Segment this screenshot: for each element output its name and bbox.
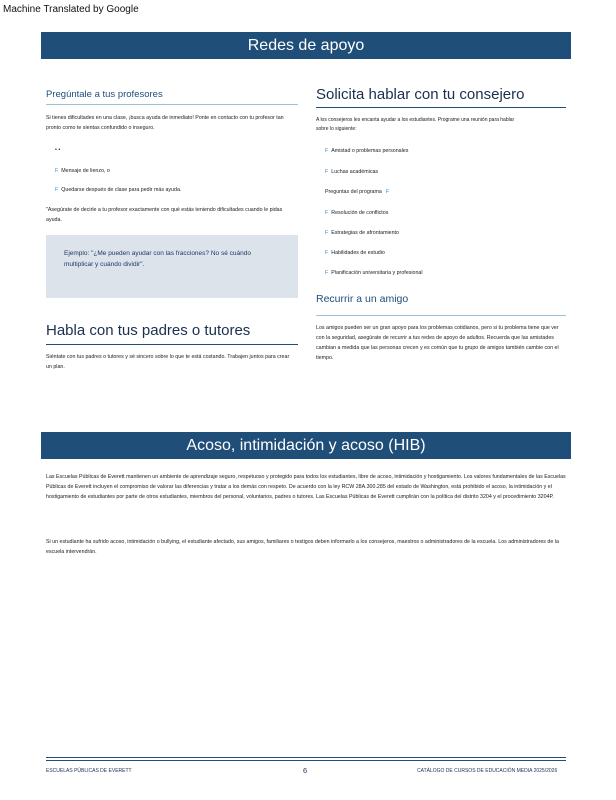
list-item: F Luchas académicas <box>325 169 379 175</box>
list-item: F Estrategias de afrontamiento <box>325 230 399 236</box>
section-title-hib: Acoso, intimidación y acoso (HIB) <box>41 432 571 459</box>
professors-intro: Si tienes dificultades en una clase, ¡busca ayuda de inmediato! Ponte en contacto con tu profesor tan pronto como te sientas confundido o inseguro. <box>46 115 284 131</box>
section-title-support-networks: Redes de apoyo <box>41 32 571 59</box>
example-callout <box>46 235 298 298</box>
bullet-icon: F <box>55 168 59 174</box>
divider <box>46 104 298 105</box>
bullet-icon: F <box>385 189 390 195</box>
list-item: F Resolución de conflictos <box>325 210 389 216</box>
friend-text: Los amigos pueden ser un gran apoyo para los problemas cotidianos, pero si tu problema tiene que ver con la seguridad, asegúrate de recurrir a tus redes de apoyo de adultos. Recuerda que las amistades cambian a medida que las personas crecen y es común que tu grupo de amigos también cambie con el tiempo. <box>316 325 559 361</box>
parents-text: Siéntate con tus padres o tutores y sé sincero sobre lo que te está costando. Trabajen juntos para crear un plan. <box>46 354 290 370</box>
divider <box>316 107 566 108</box>
footer-rule <box>46 757 566 758</box>
list-item: F Planificación universitaria y profesional <box>325 270 423 276</box>
bullet-icon: F <box>55 187 59 193</box>
hib-paragraph-2: Si un estudiante ha sufrido acoso, intimidación o bullying, el estudiante afectado, sus amigos, familiares o testigos deben informarlo a los consejeros, maestros o administradores de la escuela. Los administradores de la escuela intervendrán. <box>46 539 559 555</box>
bullet-icon: F <box>325 230 329 236</box>
bullet-icon: F <box>325 210 329 216</box>
list-item: Preguntas del programa F <box>325 189 390 195</box>
bullet-icon: F <box>325 148 329 154</box>
heading-parents: Habla con tus padres o tutores <box>46 322 251 339</box>
example-text: Ejemplo: "¿Me pueden ayudar con las fracciones? No sé cuándo multiplicar y cuándo dividir". <box>64 250 251 268</box>
divider <box>46 344 298 345</box>
page-number: 6 <box>303 766 308 775</box>
counselor-intro: A los consejeros les encanta ayudar a los estudiantes. Programe una reunión para hablar sobre lo siguiente: <box>316 117 515 132</box>
professors-advice: "Asegúrate de decirle a tu profesor exactamente con qué estás teniendo dificultades cuando le pidas ayuda. <box>46 207 283 223</box>
bullet-marks: • • <box>55 147 61 153</box>
hib-paragraph-1: Las Escuelas Públicas de Everett mantienen un ambiente de aprendizaje seguro, respetuoso y protegido para todos los estudiantes, libre de acoso, intimidación y hostigamiento. Los valores fundamentales de las Escuelas Públicas de Everett incluyen el compromiso de valorar las diferencias y tratar a los demás con respeto. De acuerdo con la ley RCW 28A.300.285 del estado de Washington, está prohibido el acoso, la intimidación y el hostigamiento de estudiantes por parte de otros estudiantes, miembros del personal, voluntarios, padres o tutores. Las Escuelas Públicas de Everett cumplirán con la política del distrito 3204 y el procedimiento 3204P. <box>46 474 566 500</box>
list-item: F Mensaje de lienzo, o <box>55 168 110 174</box>
list-item: F Amistad o problemas personales <box>325 148 409 154</box>
machine-translated-note: Machine Translated by Google <box>3 4 139 15</box>
footer-left: ESCUELAS PÚBLICAS DE EVERETT <box>46 768 132 774</box>
bullet-icon: F <box>325 169 329 175</box>
list-item: F Habilidades de estudio <box>325 250 385 256</box>
heading-ask-professors: Pregúntale a tus profesores <box>46 89 163 100</box>
footer-right: CATÁLOGO DE CURSOS DE EDUCACIÓN MEDIA 2025/2026 <box>417 768 558 774</box>
footer-rule <box>46 760 566 761</box>
divider <box>316 315 566 316</box>
list-item: F Quedarse después de clase para pedir más ayuda. <box>55 187 182 193</box>
bullet-icon: F <box>325 270 329 276</box>
heading-friend: Recurrir a un amigo <box>316 293 409 305</box>
heading-counselor: Solicita hablar con tu consejero <box>316 86 525 103</box>
bullet-icon: F <box>325 250 329 256</box>
